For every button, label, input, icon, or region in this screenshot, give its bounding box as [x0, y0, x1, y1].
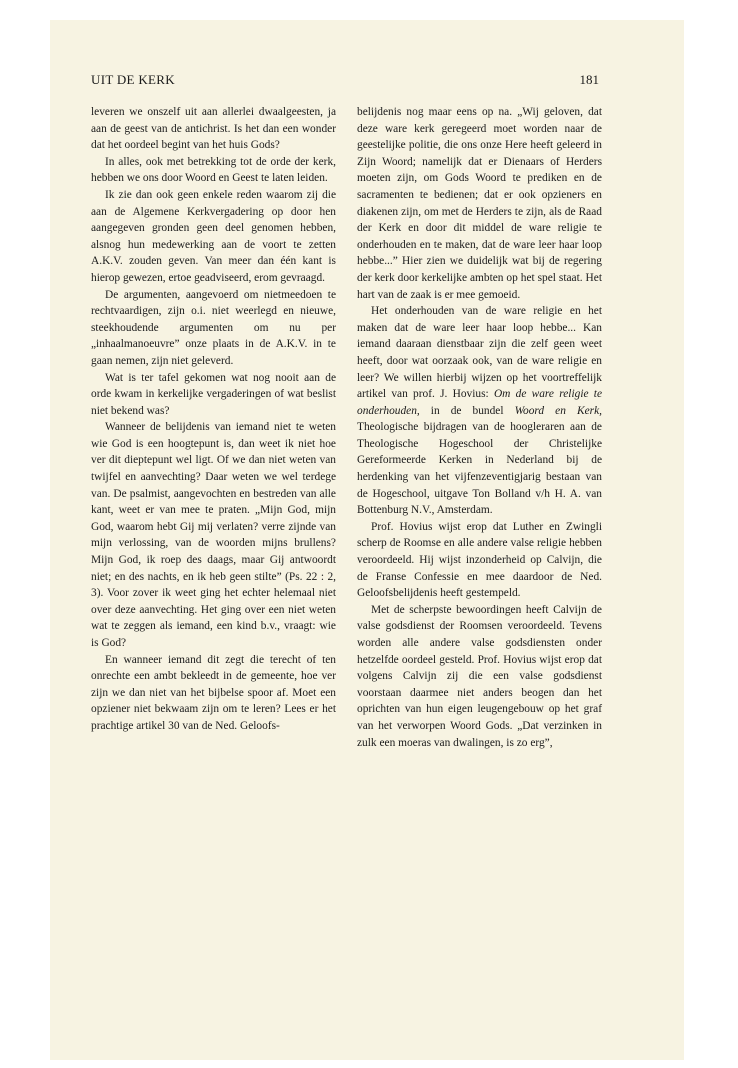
paragraph: Wanneer de belijdenis van iemand niet te weten wie God is een hoogtepunt is, dan weet ik niet hoe ver dit dieptepunt wel ligt. Of we dan niet weten van twijfel en aanvechting? Daar weten we wel terdege van. De psalmist, aangevochten en bestreden van alle kant, weet er van mee te praten. „Mijn God, mijn God, waarom hebt Gij mij verlaten? verre zijnde van mijn verlossing, van de woorden mijns brullens? Mijn God, ik roep des daags, maar Gij antwoordt niet; en des nachts, en ik heb geen stilte” (Ps. 22 : 2, 3). Voor zover ik weet ging het echter helemaal niet over deze aanvechting. Het ging over een niet weten wat te zeggen als iemand, een kind b.v., vraagt: wie is God? — [91, 421, 336, 649]
paragraph: Ik zie dan ook geen enkele reden waarom zij die aan de Algemene Kerkvergadering op door hen aangegeven gronden geen deel genomen hebben, alsnog hun medewerking aan de voort te zetten A.K.V. zouden geven. Van meer dan één kant is hierop gewezen, ertoe geadviseerd, erom gevraagd. — [91, 188, 336, 284]
book-title: Woord en Kerk, — [514, 404, 602, 417]
running-title: UIT DE KERK — [91, 72, 175, 87]
paragraph: belijdenis nog maar eens op na. „Wij geloven, dat deze ware kerk geregeerd moet worden naar de geestelijke politie, die ons onze Here heeft geleerd in Zijn Woord; namelijk dat er Dienaars of Herders moeten zijn, om Gods Woord te prediken en de sacramenten te bedienen; dat er ook opzieners en diakenen zijn, om met de Herders te zijn, als de Raad der Kerk en door dit middel de ware religie te onderhouden en te maken, dat de ware leer haar loop hebbe...” Hier zien we duidelijk wat bij de regering der kerk door kerkelijke ambten op het spel staat. Het hart van de zaak is er mee gemoeid. — [357, 106, 602, 301]
paragraph — [357, 303, 602, 519]
right-column — [357, 104, 602, 751]
paragraph: En wanneer iemand dit zegt die terecht of ten onrechte een ambt bekleedt in de gemeente, hoe ver zijn we dan niet van het bijbelse spoor af. Moet een opziener niet bekwaam zijn om te leren? Lees er het prachtige artikel 30 van de Ned. Geloofs- — [91, 653, 336, 732]
paragraph: Wat is ter tafel gekomen wat nog nooit aan de orde kwam in kerkelijke vergaderingen of wat beslist niet bekend was? — [91, 371, 336, 417]
paragraph-text: in de bundel — [419, 404, 515, 417]
paragraph: Prof. Hovius wijst erop dat Luther en Zwingli scherp de Roomse en alle andere valse religie hebben veroordeeld. Hij wijst inzonderheid op Calvijn, die de Franse Confessie en mee daardoor de Ned. Geloofsbelijdenis heeft gestempeld. — [357, 520, 602, 600]
paragraph-text: Het onderhouden van de ware religie en het maken dat de ware leer haar loop hebbe... Kan iemand daaraan dienstbaar zijn die zelf geen weet heeft, door wat oorzaak ook, van de ware religie en leer? We willen hierbij wijzen op het voortreffelijk artikel van prof. J. Hovius: — [357, 305, 602, 401]
left-column — [91, 104, 336, 735]
paragraph: leveren we onszelf uit aan allerlei dwaalgeesten, ja aan de geest van de antichrist. Is het dan een wonder dat het oordeel begint van het huis Gods? — [91, 106, 336, 152]
paragraph: In alles, ook met betrekking tot de orde der kerk, hebben we ons door Woord en Geest te laten leiden. — [91, 155, 336, 185]
paragraph: Met de scherpste bewoordingen heeft Calvijn de valse godsdienst der Roomsen veroordeeld. Tevens worden alle andere valse godsdiensten onder hetzelfde oordeel gesteld. Prof. Hovius wijst erop dat volgens Calvijn zij die een valse godsdienst voorstaan daarmee niet anders beogen dan het oprichten van hun eigen leugengebouw op het graf van het verworpen Woord Gods. „Dat verzinken in zulk een moeras van dwalingen, is zo erg”, — [357, 603, 602, 749]
paragraph: De argumenten, aangevoerd om nietmeedoen te rechtvaardigen, zijn o.i. niet weerlegd en nieuwe, steekhoudende argumenten om nu per „inhaalmanoeuvre” onze plaats in de A.K.V. in te gaan nemen, zijn niet geleverd. — [91, 288, 336, 367]
paragraph-text: Theologische bijdragen van de hoogleraren aan de Theologische Hogeschool der Christelijke Gereformeerde Kerken in Nederland bij de herdenking van het vijfenzeventigjarig bestaan van de Hogeschool, uitgave Ton Bolland v/h H. A. van Bottenburg N.V., Amsterdam. — [357, 421, 602, 517]
article-title: Om de ware religie te onderhouden, — [357, 388, 602, 417]
page-header — [91, 72, 599, 92]
page-number: 181 — [579, 72, 599, 87]
